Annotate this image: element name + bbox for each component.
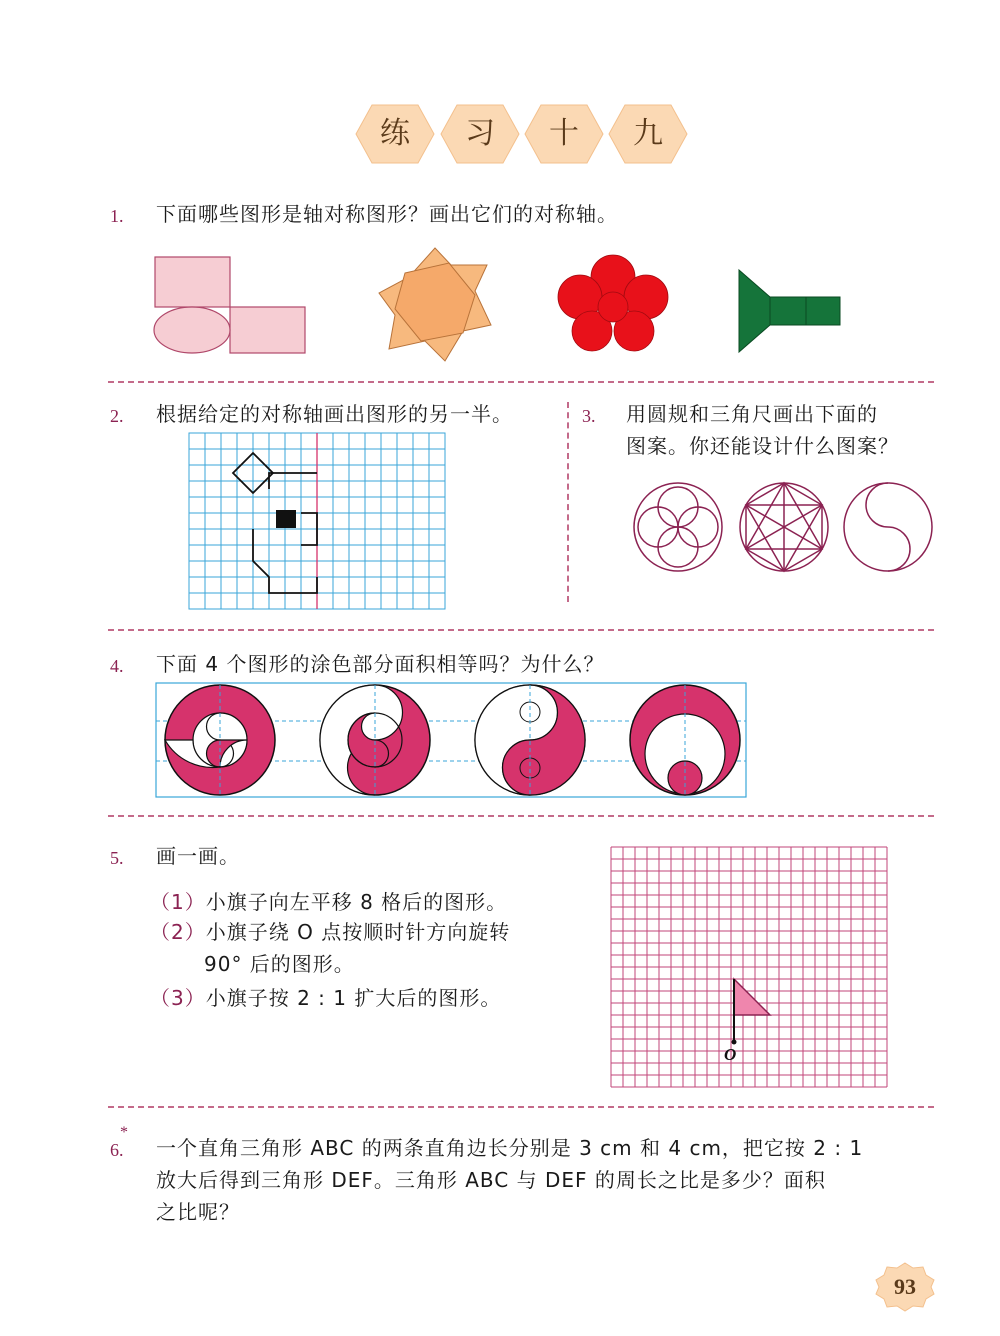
title-hex-1	[355, 103, 435, 165]
q1-figure-green-shape	[739, 270, 840, 352]
q5-item-2-num: （2）	[150, 920, 206, 944]
q5-item-3	[150, 982, 501, 1014]
q1-figure-red-flower	[558, 255, 668, 351]
divider-4	[108, 1106, 934, 1108]
page-number: 93	[894, 1274, 916, 1299]
q6-number: 6.	[110, 1140, 124, 1160]
q2-black-square	[276, 510, 296, 528]
q1-figures	[140, 245, 860, 365]
q3-text-line2: 图案。你还能设计什么图案？	[626, 434, 899, 458]
title-char-4: 九	[633, 116, 663, 151]
q4-figure-1	[165, 685, 275, 795]
q5-item-3-num: （3）	[150, 986, 206, 1010]
q5-grid	[608, 844, 894, 1088]
q5-item-2-cont-text: 90° 后的图形。	[204, 952, 355, 976]
divider-2	[108, 629, 934, 631]
q2-q3-separator	[567, 402, 569, 602]
title-hex-4	[608, 103, 688, 165]
q5-item-1	[150, 886, 507, 918]
q4-number: 4.	[110, 656, 124, 676]
page-number-badge	[872, 1261, 938, 1313]
q4-figure-3	[475, 685, 585, 795]
q3-patterns	[630, 480, 940, 576]
q4-figure-2	[320, 685, 430, 795]
q6-line1: 一个直角三角形 ABC 的两条直角边长分别是 3 cm 和 4 cm，把它按 2 : 1	[156, 1136, 864, 1160]
q5-number: 5.	[110, 848, 124, 868]
q1-text: 下面哪些图形是轴对称图形？画出它们的对称轴。	[156, 202, 618, 226]
q1-number: 1.	[110, 206, 124, 226]
q1-figure-rect-ellipse	[154, 257, 305, 353]
q4-text: 下面 4 个图形的涂色部分面积相等吗？为什么？	[156, 652, 605, 676]
title-hex-2	[440, 103, 520, 165]
q3-pattern-star-hexagon	[740, 483, 828, 571]
q3-pattern-four-circles	[634, 483, 722, 571]
divider-1	[108, 381, 934, 383]
q2-grid	[188, 432, 450, 612]
title-char-2: 习	[465, 116, 495, 151]
q5-item-2-text: 小旗子绕 O 点按顺时针方向旋转	[205, 920, 511, 944]
divider-3	[108, 815, 934, 817]
q6-line3: 之比呢？	[156, 1200, 240, 1224]
q6-line2: 放大后得到三角形 DEF。三角形 ABC 与 DEF 的周长之比是多少？面积	[156, 1168, 826, 1192]
q1-figure-hexagon-star	[379, 248, 491, 361]
q6-star: *	[120, 1124, 128, 1141]
title-hex-3	[524, 103, 604, 165]
q3-text-line1: 用圆规和三角尺画出下面的	[626, 402, 878, 426]
q5-item-2	[150, 916, 510, 948]
q5-item-1-num: （1）	[150, 890, 206, 914]
title-char-1: 练	[380, 116, 410, 151]
q3-pattern-yin-yang	[844, 483, 932, 571]
q5-point-o	[732, 1040, 737, 1045]
q2-number: 2.	[110, 406, 124, 426]
q5-flag	[734, 979, 770, 1015]
q4-figures	[155, 682, 749, 800]
q5-text: 画一画。	[156, 844, 240, 868]
q5-point-label: O	[724, 1045, 737, 1064]
q2-figure	[233, 453, 317, 593]
title-char-3: 十	[549, 116, 579, 151]
q5-item-3-text: 小旗子按 2 : 1 扩大后的图形。	[205, 986, 502, 1010]
q3-number: 3.	[582, 406, 596, 426]
q5-item-2-cont	[204, 948, 355, 980]
q4-figure-4	[630, 685, 740, 795]
q2-text: 根据给定的对称轴画出图形的另一半。	[156, 402, 513, 426]
q5-item-1-text: 小旗子向左平移 8 格后的图形。	[205, 890, 508, 914]
